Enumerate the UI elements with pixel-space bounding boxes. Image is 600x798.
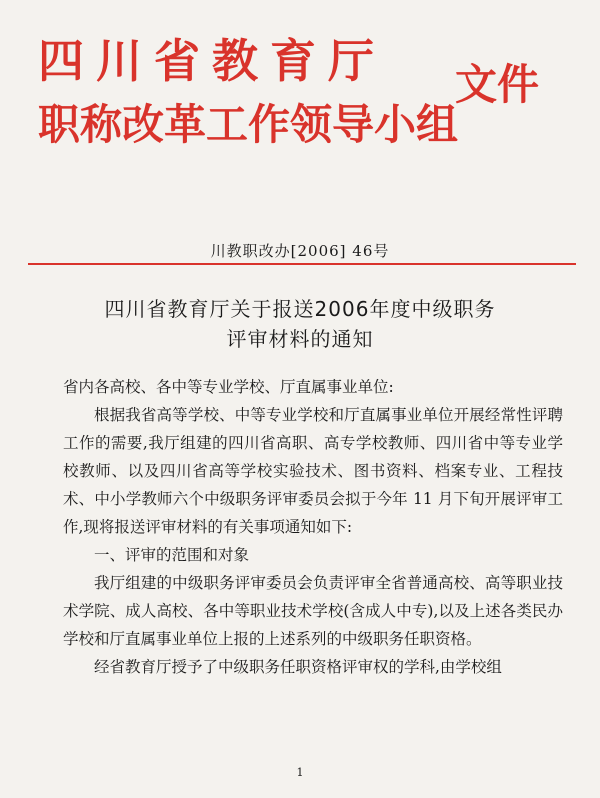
paragraph-scope: 我厅组建的中级职务评审委员会负责评审全省普通高校、高等职业技术学院、成人高校、各中等职业技术学校(含成人中专),以及上述各类民办学校和厅直属事业单位上报的上述系列的中级职务任职资格。	[63, 574, 563, 648]
section-heading-scope: 一、评审的范围和对象	[94, 546, 250, 564]
red-divider	[28, 263, 576, 265]
notice-title-line1: 四川省教育厅关于报送2006年度中级职务	[104, 297, 496, 321]
paragraph-intro: 根据我省高等学校、中等专业学校和厅直属事业单位开展经常性评聘工作的需要,我厅组建的四川省高职、高专学校教师、四川省中等专业学校教师、以及四川省高等学校实验技术、图书资料、档案专业、工程技术、中小学教师六个中级职务评审委员会拟于今年 11 月下旬开展评审工作,现将报送评审材料的有关事项通知如下:	[63, 406, 563, 536]
document-number: 川教职改办[2006] 46号	[210, 242, 390, 260]
addressee: 省内各高校、各中等专业学校、厅直属事业单位:	[63, 378, 394, 396]
notice-title-line2: 评审材料的通知	[226, 327, 374, 351]
issuing-org-line2: 职称改革工作领导小组	[38, 100, 459, 149]
document-suffix: 文件	[455, 60, 540, 109]
issuing-org-line1: 四川省教育厅	[38, 34, 386, 88]
page-number: 1	[296, 766, 304, 779]
paragraph-authority: 经省教育厅授予了中级职务任职资格评审权的学科,由学校组	[94, 658, 502, 676]
body-text	[63, 373, 563, 681]
